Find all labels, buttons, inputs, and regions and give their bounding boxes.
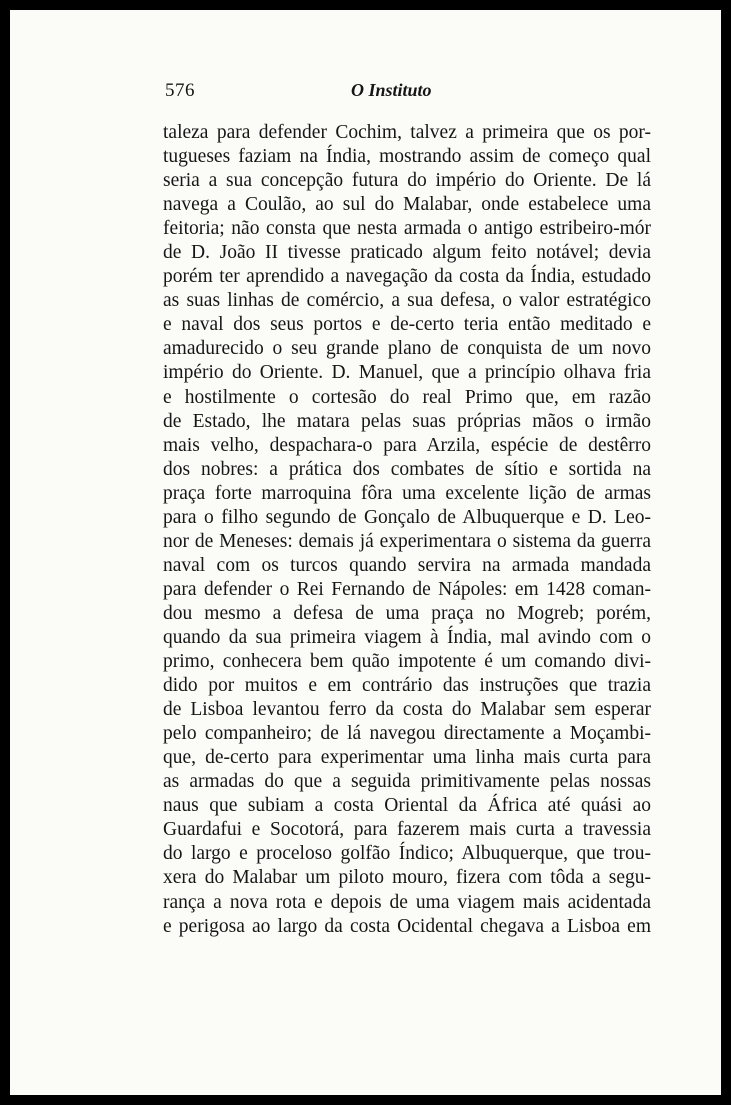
text-line: de Estado, lhe matara pelas suas próprias mãos o irmão — [163, 410, 651, 432]
text-line: naus que subiam a costa Oriental da África até quási ao — [163, 795, 651, 817]
text-line: quando da sua primeira viagem à Índia, mal avindo com o — [163, 626, 651, 648]
text-line: para o filho segundo de Gonçalo de Albuquerque e D. Leo- — [163, 506, 651, 528]
text-line: mais velho, despachara-o para Arzila, espécie de destêrro — [163, 434, 651, 456]
text-line: do largo e proceloso golfão Índico; Albuquerque, que trou- — [163, 843, 651, 865]
text-line: e perigosa ao largo da costa Ocidental chegava a Lisboa em — [163, 915, 651, 937]
text-line: xera do Malabar um piloto mouro, fizera com tôda a segu- — [163, 867, 651, 889]
text-line: naval com os turcos quando servira na armada mandada — [163, 554, 651, 576]
text-line: rança a nova rota e depois de uma viagem mais acidentada — [163, 891, 651, 913]
text-line: dido por muitos e em contrário das instruções que trazia — [163, 675, 651, 697]
text-line: de Lisboa levantou ferro da costa do Malabar sem esperar — [163, 699, 651, 721]
text-line: dos nobres: a prática dos combates de sítio e sortida na — [163, 458, 651, 480]
text-line: amadurecido o seu grande plano de conquista de um novo — [163, 338, 651, 360]
text-line: primo, conhecera bem quão impotente é um comando divi- — [163, 651, 651, 673]
page-number: 576 — [165, 80, 195, 101]
text-line: nor de Meneses: demais já experimentara o sistema da guerra — [163, 530, 651, 552]
text-line: e naval dos seus portos e de-certo teria então meditado e — [163, 314, 651, 336]
text-line: para defender o Rei Fernando de Nápoles: em 1428 coman- — [163, 578, 651, 600]
text-line: tugueses faziam na Índia, mostrando assim de começo qual — [163, 146, 651, 168]
text-line: Guardafui e Socotorá, para fazerem mais curta a travessia — [163, 819, 651, 841]
text-line: porém ter aprendido a navegação da costa da Índia, estudado — [163, 266, 651, 288]
text-line: império do Oriente. D. Manuel, que a princípio olhava fria — [163, 362, 651, 384]
text-line: que, de-certo para experimentar uma linha mais curta para — [163, 747, 651, 769]
text-line: dou mesmo a defesa de uma praça no Mogreb; porém, — [163, 602, 651, 624]
page — [10, 10, 721, 1095]
text-line: taleza para defender Cochim, talvez a primeira que os por- — [163, 122, 651, 143]
text-line: e hostilmente o cortesão do real Primo que, em razão — [163, 386, 651, 408]
body-text — [163, 121, 651, 939]
text-line: as armadas do que a seguida primitivamente pelas nossas — [163, 771, 651, 793]
running-title: O Instituto — [351, 80, 432, 100]
text-line: de D. João II tivesse praticado algum feito notável; devia — [163, 242, 651, 264]
text-line: seria a sua concepção futura do império do Oriente. De lá — [163, 170, 651, 192]
text-line: pelo companheiro; de lá navegou directamente a Moçambi- — [163, 723, 651, 745]
text-line: as suas linhas de comércio, a sua defesa, o valor estratégico — [163, 290, 651, 312]
text-line: navega a Coulão, ao sul do Malabar, onde estabelece uma — [163, 194, 651, 216]
running-head — [165, 80, 665, 104]
text-line: praça forte marroquina fôra uma excelente lição de armas — [163, 482, 651, 504]
text-line: feitoria; não consta que nesta armada o antigo estribeiro-mór — [163, 218, 651, 240]
